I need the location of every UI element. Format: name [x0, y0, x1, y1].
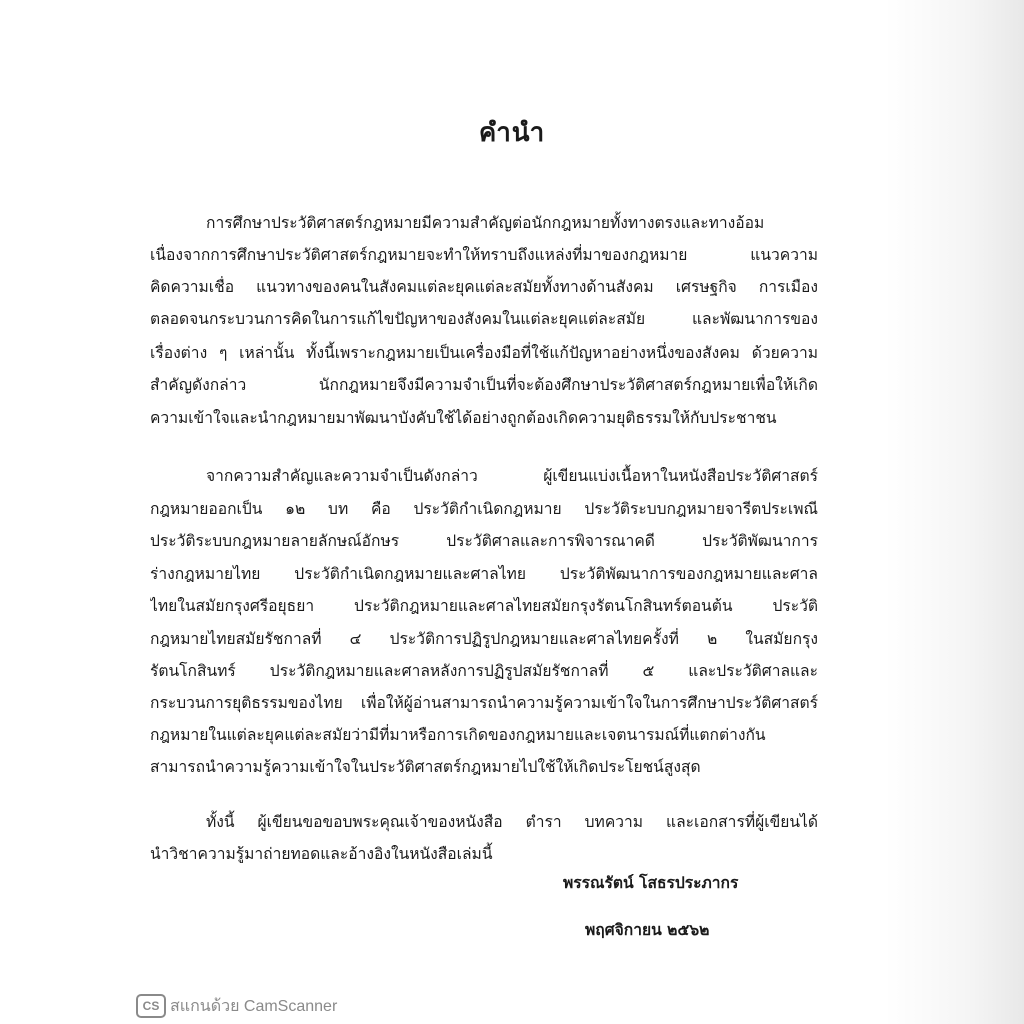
paragraph-2-line: กฎหมายไทยสมัยรัชกาลที่ ๔ ประวัติการปฏิรูปกฎหมายและศาลไทยครั้งที่ ๒ ในสมัยกรุง — [150, 630, 818, 648]
paragraph-2-line: กฎหมายออกเป็น ๑๒ บท คือ ประวัติกำเนิดกฎหมาย ประวัติระบบกฎหมายจารีตประเพณี — [150, 500, 818, 518]
paragraph-1-line: สำคัญดังกล่าว นักกฎหมายจึงมีความจำเป็นที่จะต้องศึกษาประวัติศาสตร์กฎหมายเพื่อให้เกิด — [150, 376, 818, 394]
paragraph-2-line: ร่างกฎหมายไทย ประวัติกำเนิดกฎหมายและศาลไทย ประวัติพัฒนาการของกฎหมายและศาล — [150, 565, 818, 583]
paragraph-2-line: ไทยในสมัยกรุงศรีอยุธยา ประวัติกฎหมายและศาลไทยสมัยกรุงรัตนโกสินทร์ตอนต้น ประวัติ — [150, 597, 818, 615]
paragraph-3-line: ทั้งนี้ ผู้เขียนขอขอบพระคุณเจ้าของหนังสือ ตำรา บทความ และเอกสารที่ผู้เขียนได้ — [206, 813, 818, 831]
paragraph-3-line: นำวิชาความรู้มาถ่ายทอดและอ้างอิงในหนังสือเล่มนี้ — [150, 845, 493, 863]
paragraph-1-line: คิดความเชื่อ แนวทางของคนในสังคมแต่ละยุคแต่ละสมัยทั้งทางด้านสังคม เศรษฐกิจ การเมือง — [150, 278, 818, 296]
paragraph-1-line: เนื่องจากการศึกษาประวัติศาสตร์กฎหมายจะทำให้ทราบถึงแหล่งที่มาของกฎหมาย แนวความ — [150, 246, 818, 264]
watermark-label: สแกนด้วย CamScanner — [170, 997, 338, 1015]
paragraph-2-line: กฎหมายในแต่ละยุคแต่ละสมัยว่ามีที่มาหรือการเกิดของกฎหมายและเจตนารมณ์ที่แตกต่างกัน — [150, 726, 766, 744]
paragraph-1-line: การศึกษาประวัติศาสตร์กฎหมายมีความสำคัญต่อนักกฎหมายทั้งทางตรงและทางอ้อม — [206, 214, 765, 232]
paragraph-1-line: ความเข้าใจและนำกฎหมายมาพัฒนาบังคับใช้ได้อย่างถูกต้องเกิดความยุติธรรมให้กับประชาชน — [150, 409, 777, 427]
camscanner-watermark — [136, 994, 337, 1018]
author-signature: พรรณรัตน์ โสธรประภากร — [563, 874, 739, 892]
paragraph-2-line: จากความสำคัญและความจำเป็นดังกล่าว ผู้เขียนแบ่งเนื้อหาในหนังสือประวัติศาสตร์ — [206, 467, 818, 485]
paragraph-2-line: รัตนโกสินทร์ ประวัติกฎหมายและศาลหลังการปฏิรูปสมัยรัชกาลที่ ๕ และประวัติศาลและ — [150, 662, 818, 680]
paragraph-1-line: เรื่องต่าง ๆ เหล่านั้น ทั้งนี้เพราะกฎหมายเป็นเครื่องมือที่ใช้แก้ปัญหาอย่างหนึ่งของสังคม ด้วยความ — [150, 344, 818, 362]
paragraph-2-line: กระบวนการยุติธรรมของไทย เพื่อให้ผู้อ่านสามารถนำความรู้ความเข้าใจในการศึกษาประวัติศาสตร์ — [150, 694, 818, 712]
signature-date: พฤศจิกายน ๒๕๖๒ — [585, 921, 710, 939]
paragraph-2-line: สามารถนำความรู้ความเข้าใจในประวัติศาสตร์กฎหมายไปใช้ให้เกิดประโยชน์สูงสุด — [150, 758, 701, 776]
paragraph-2-line: ประวัติระบบกฎหมายลายลักษณ์อักษร ประวัติศาลและการพิจารณาคดี ประวัติพัฒนาการ — [150, 532, 818, 550]
paragraph-1-line: ตลอดจนกระบวนการคิดในการแก้ไขปัญหาของสังคมในแต่ละยุคแต่ละสมัย และพัฒนาการของ — [150, 310, 818, 328]
page-edge-shadow — [884, 0, 1024, 1024]
page-title: คำนำ — [478, 118, 546, 148]
camscanner-logo-icon: CS — [136, 994, 166, 1018]
